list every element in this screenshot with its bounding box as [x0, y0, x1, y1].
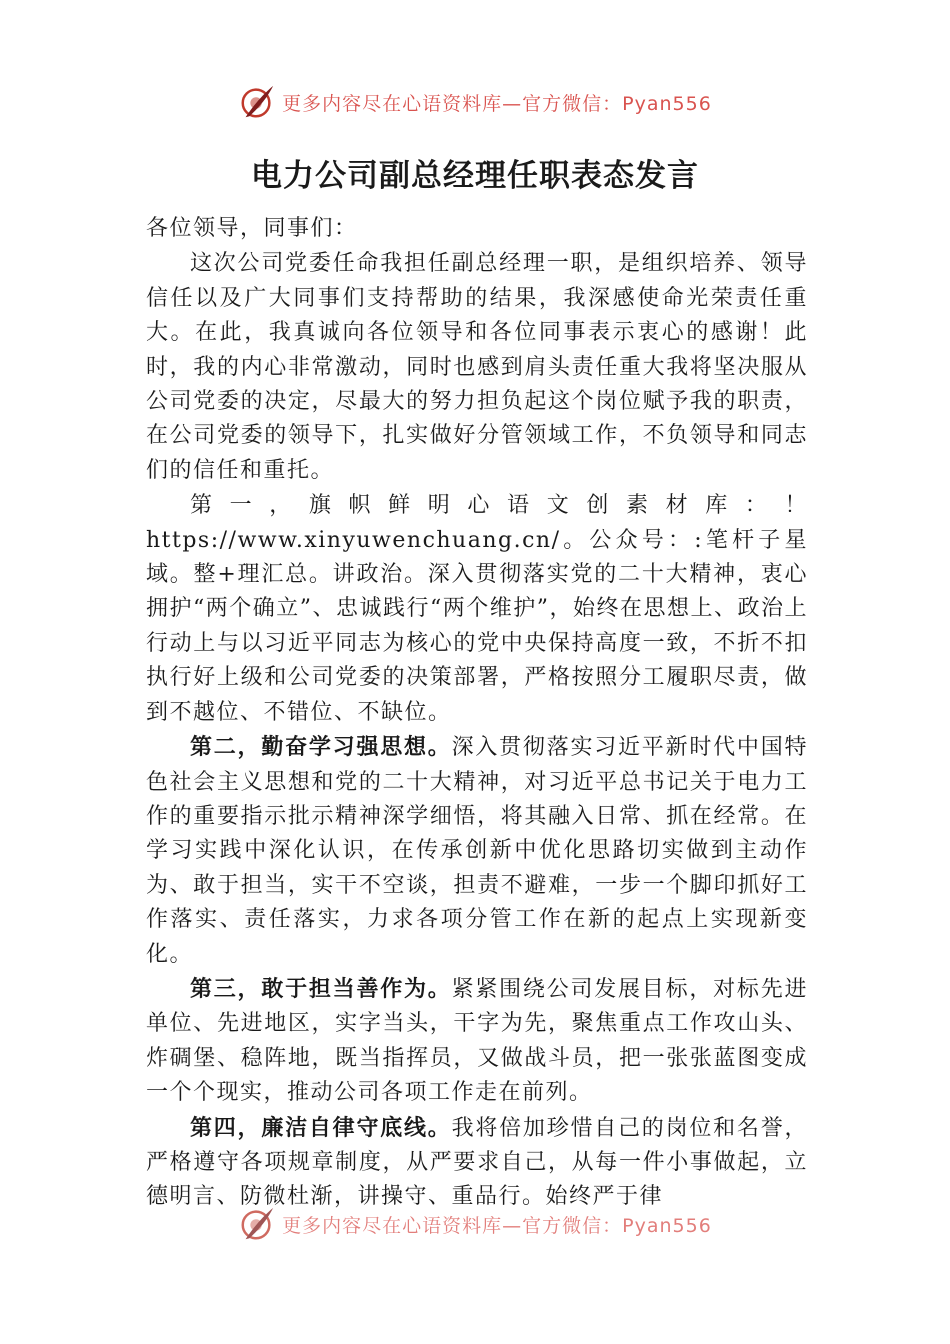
paragraph-lead: 第三，敢于担当善作为。	[190, 975, 452, 1002]
quill-logo-icon	[238, 83, 276, 121]
watermark-banner-bottom	[0, 1204, 950, 1244]
watermark-text: 更多内容尽在心语资料库—官方微信：Pyan556	[282, 92, 712, 115]
paragraph-5	[146, 1111, 808, 1215]
paragraph-3	[146, 730, 808, 972]
paragraph-2	[146, 488, 808, 730]
greeting: 各位领导，同事们：	[146, 216, 358, 241]
watermark-banner-top	[0, 82, 950, 122]
paragraph-body: 紧紧围绕公司发展目标，对标先进单位、先进地区，实字当头，干字为先，聚焦重点工作攻山头、炸碉堡、稳阵地，既当指挥员，又做战斗员，把一张张蓝图变成一个个现实，推动公司各项工作走在前列。	[146, 976, 808, 1106]
paragraph-lead: 第四，廉洁自律守底线。	[190, 1114, 452, 1141]
paragraph-body: 我将倍加珍惜自己的岗位和名誉，严格遵守各项规章制度，从严要求自己，从每一件小事做起，立德明言、防微杜渐，讲操守、重品行。始终严于律	[146, 1115, 808, 1210]
paragraph-1	[146, 246, 808, 488]
paragraph-body: 深入贯彻落实习近平新时代中国特色社会主义思想和党的二十大精神，对习近平总书记关于电力工作的重要指示批示精神深学细悟，将其融入日常、抓在经常。在学习实践中深化认识，在传承创新中优化思路切实做到主动作为、敢于担当，实干不空谈，担责不避难，一步一个脚印抓好工作落实、责任落实，力求各项分管工作在新的起点上实现新变化。	[146, 735, 808, 967]
watermark-text: 更多内容尽在心语资料库—官方微信：Pyan556	[282, 1214, 712, 1237]
quill-logo-icon	[238, 1205, 276, 1243]
document-body	[146, 212, 808, 1216]
paragraph-body: 第一，旗帜鲜明心语文创素材库：！https://www.xinyuwenchuang.cn/。公众号：:笔杆子星域。整+理汇总。讲政治。深入贯彻落实党的二十大精神，衷心拥护“两个确立”、忠诚践行“两个维护”，始终在思想上、政治上行动上与以习近平同志为核心的党中央保持高度一致，不折不扣执行好上级和公司党委的决策部署，严格按照分工履职尽责，做到不越位、不错位、不缺位。	[146, 493, 808, 725]
document-title: 电力公司副总经理任职表态发言	[251, 158, 699, 194]
paragraph-body: 这次公司党委任命我担任副总经理一职，是组织培养、领导信任以及广大同事们支持帮助的结果，我深感使命光荣责任重大。在此，我真诚向各位领导和各位同事表示衷心的感谢！此时，我的内心非常激动，同时也感到肩头责任重大我将坚决服从公司党委的决定，尽最大的努力担负起这个岗位赋予我的职责，在公司党委的领导下，扎实做好分管领域工作，不负领导和同志们的信任和重托。	[146, 251, 808, 483]
paragraph-4	[146, 972, 808, 1111]
paragraph-lead: 第二，勤奋学习强思想。	[190, 734, 452, 761]
